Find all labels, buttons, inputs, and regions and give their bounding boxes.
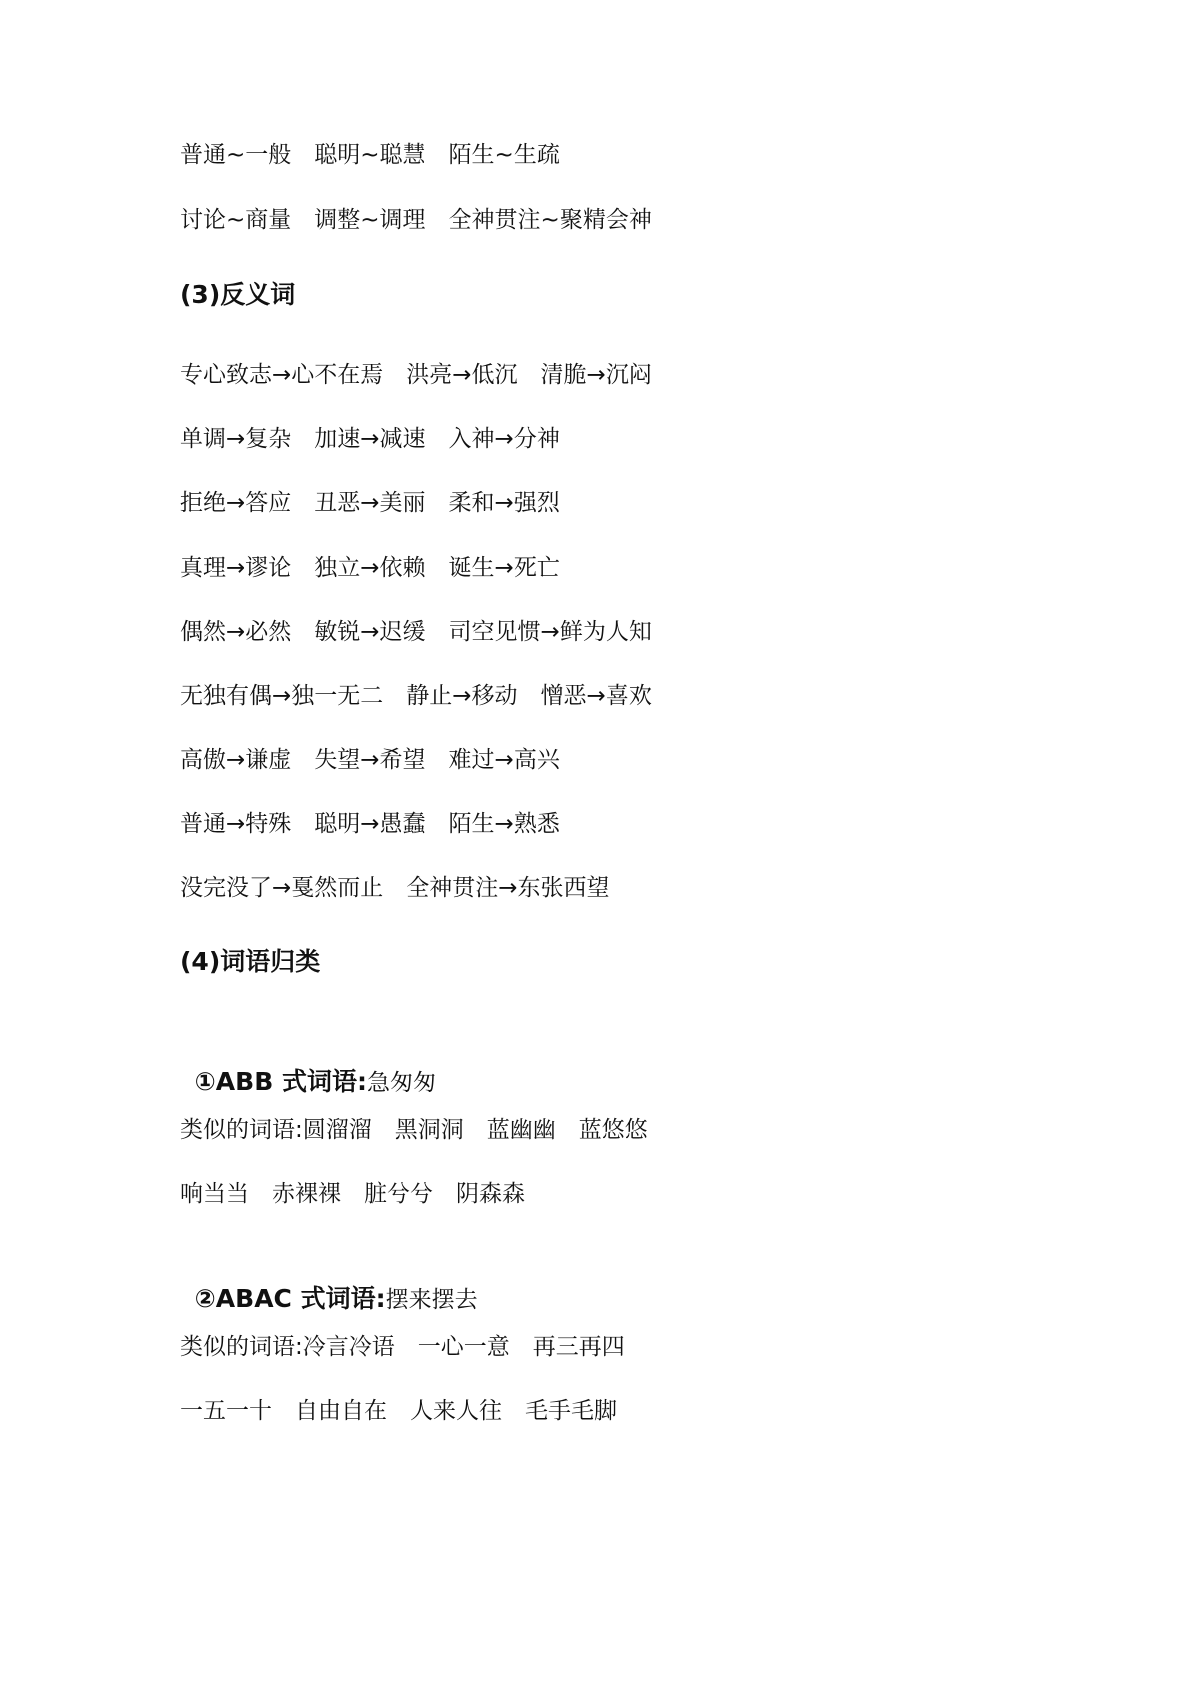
abac-label: ②ABAC 式词语: <box>194 1284 386 1313</box>
antonym-line: 专心致志→心不在焉 洪亮→低沉 清脆→沉闷 <box>180 362 652 388</box>
abac-line: 一五一十 自由自在 人来人往 毛手毛脚 <box>180 1398 617 1424</box>
abac-example: 摆来摆去 <box>385 1287 478 1313</box>
abb-example: 急匆匆 <box>366 1070 436 1096</box>
abac-title <box>180 1254 478 1315</box>
synonym-line: 讨论~商量 调整~调理 全神贯注~聚精会神 <box>180 207 652 233</box>
antonym-line: 没完没了→戛然而止 全神贯注→东张西望 <box>180 875 610 901</box>
abac-line: 类似的词语:冷言冷语 一心一意 再三再四 <box>180 1334 625 1360</box>
antonym-line: 偶然→必然 敏锐→迟缓 司空见惯→鲜为人知 <box>180 619 652 645</box>
antonyms-heading: (3)反义词 <box>180 280 296 309</box>
antonym-line: 无独有偶→独一无二 静止→移动 憎恶→喜欢 <box>180 683 652 709</box>
antonym-line: 拒绝→答应 丑恶→美丽 柔和→强烈 <box>180 490 560 516</box>
antonym-line: 普通→特殊 聪明→愚蠢 陌生→熟悉 <box>180 811 560 837</box>
antonym-line: 高傲→谦虚 失望→希望 难过→高兴 <box>180 747 560 773</box>
abb-title <box>180 1037 436 1098</box>
antonym-line: 真理→谬论 独立→依赖 诞生→死亡 <box>180 555 560 581</box>
antonym-line: 单调→复杂 加速→减速 入神→分神 <box>180 426 560 452</box>
abb-line: 类似的词语:圆溜溜 黑洞洞 蓝幽幽 蓝悠悠 <box>180 1117 648 1143</box>
abb-label: ①ABB 式词语: <box>194 1067 367 1096</box>
abb-line: 响当当 赤裸裸 脏兮兮 阴森森 <box>180 1181 525 1207</box>
classification-heading: (4)词语归类 <box>180 947 321 976</box>
synonym-line: 普通~一般 聪明~聪慧 陌生~生疏 <box>180 142 560 168</box>
